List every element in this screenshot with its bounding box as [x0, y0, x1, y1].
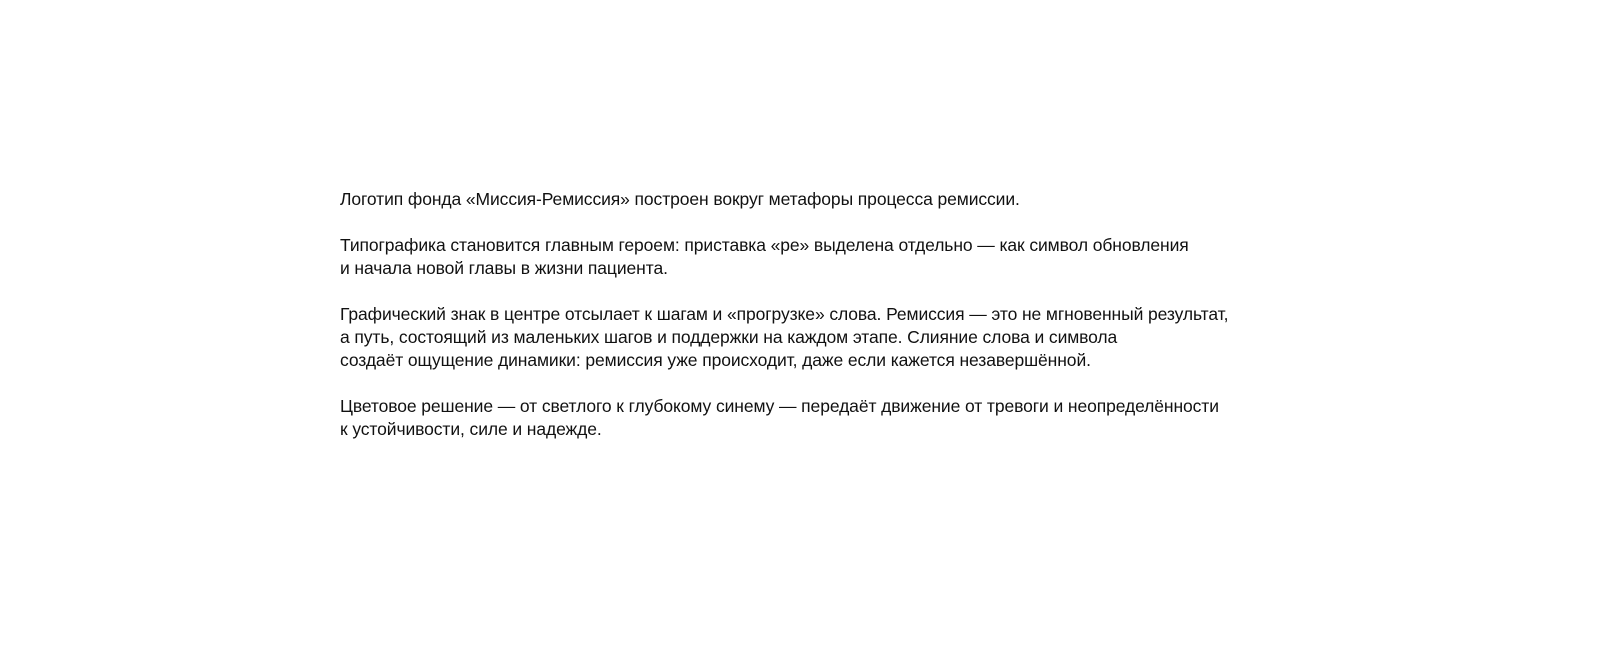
description-text-block: [340, 188, 1280, 441]
paragraph-line: Логотип фонда «Миссия-Ремиссия» построен вокруг метафоры процесса ремиссии.: [340, 189, 1020, 209]
paragraph-color-solution: [340, 395, 1280, 441]
paragraph-graphic-sign: [340, 303, 1280, 372]
paragraph-typography: [340, 234, 1280, 280]
paragraph-line: Графический знак в центре отсылает к шагам и «прогрузке» слова. Ремиссия — это не мгновенный результат,: [340, 304, 1229, 324]
paragraph-line: Цветовое решение — от светлого к глубокому синему — передаёт движение от тревоги и неопределённости: [340, 396, 1219, 416]
paragraph-logo-concept: [340, 188, 1280, 211]
paragraph-line: а путь, состоящий из маленьких шагов и поддержки на каждом этапе. Слияние слова и символа: [340, 327, 1118, 347]
paragraph-line: создаёт ощущение динамики: ремиссия уже происходит, даже если кажется незавершённой.: [340, 350, 1091, 370]
paragraph-line: к устойчивости, силе и надежде.: [340, 419, 602, 439]
paragraph-line: и начала новой главы в жизни пациента.: [340, 258, 668, 278]
paragraph-line: Типографика становится главным героем: приставка «ре» выделена отдельно — как символ обновления: [340, 235, 1189, 255]
